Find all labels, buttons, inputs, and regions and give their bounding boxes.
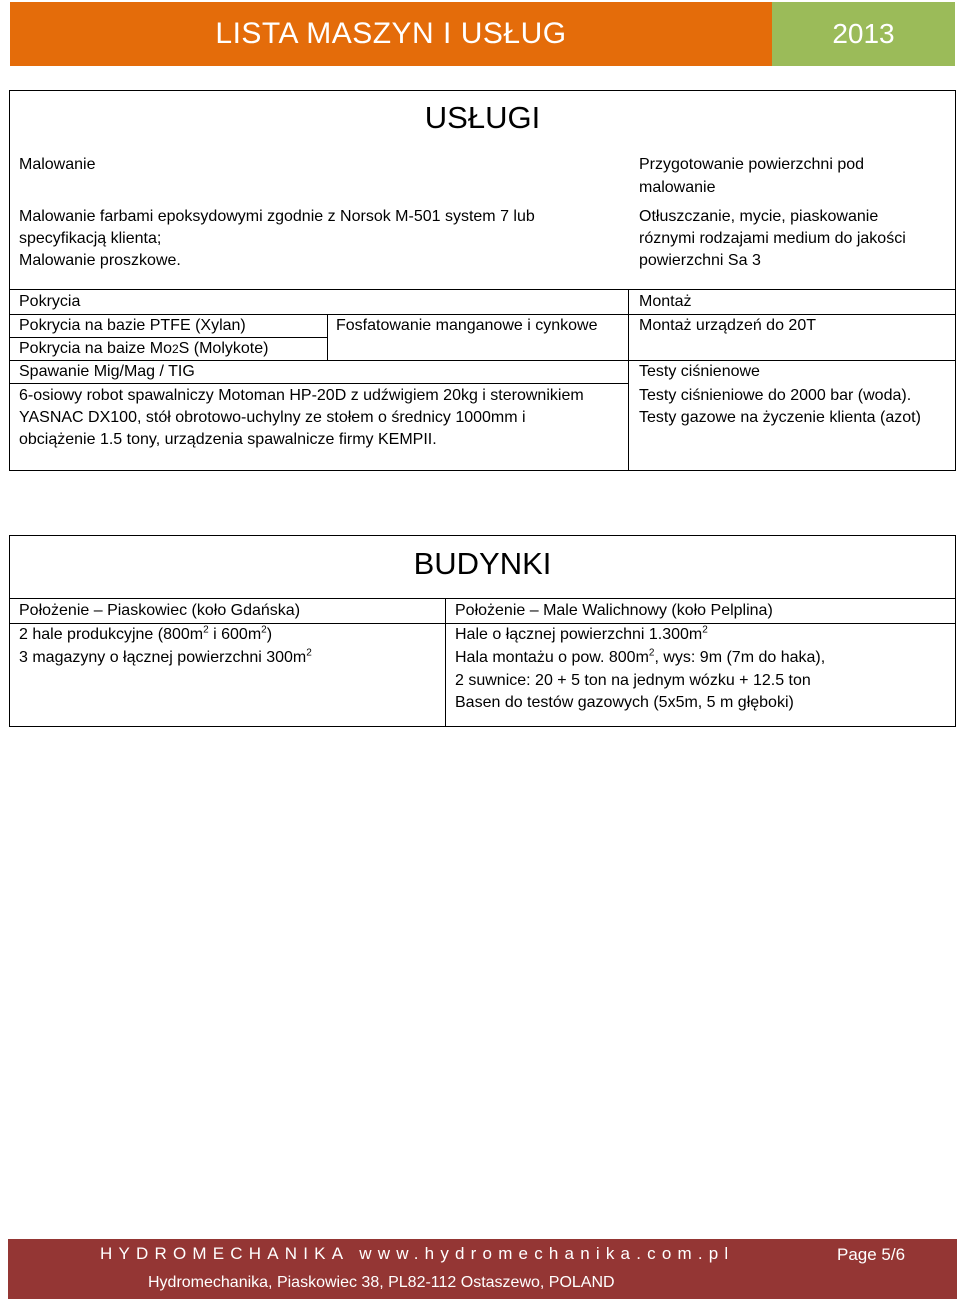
przygotowanie-line: Otłuszczanie, mycie, piaskowanie: [639, 208, 879, 225]
piaskowiec-line: 2 hale produkcyjne ($800m^2$ i $600m^2$): [19, 624, 273, 643]
testy-heading: Testy ciśnienowe: [639, 363, 760, 380]
przygotowanie-line: róznymi rodzajami medium do jakości: [639, 230, 906, 247]
uslugi-title: USŁUGI: [424, 100, 541, 135]
pokrycia-line: Pokrycia na baize Mo2S (Molykote): [19, 340, 269, 357]
fosfatowanie-text: Fosfatowanie manganowe i cynkowe: [336, 317, 598, 334]
przygotowanie-line: powierzchni Sa 3: [639, 252, 761, 269]
walichnowy-line: Basen do testów gazowych (5x5m, 5 m głęboki): [455, 694, 794, 711]
testy-line: Testy gazowe na życzenie klienta (azot): [639, 409, 921, 426]
table-divider: [9, 289, 956, 290]
table-divider: [9, 383, 629, 384]
header-year: 2013: [832, 18, 895, 49]
header-title: LISTA MASZYN I USŁUG: [215, 17, 567, 50]
spawanie-line: YASNAC DX100, stół obrotowo-uchylny ze stołem o średnicy 1000mm i: [19, 409, 526, 426]
spawanie-heading: Spawanie Mig/Mag / TIG: [19, 363, 195, 380]
pokrycia-heading: Pokrycia: [19, 293, 81, 310]
table-divider: [445, 598, 446, 727]
walichnowy-line: Hala montażu o pow. $800m^2$, wys: 9m (7m do haka),: [455, 647, 826, 666]
przygotowanie-heading: malowanie: [639, 179, 716, 196]
walichnowy-line: Hale o łącznej powierzchni $1.300m^2$: [455, 624, 708, 643]
walichnowy-line: 2 suwnice: 20 + 5 ton na jednym wózku + 12.5 ton: [455, 672, 811, 689]
malowanie-line: Malowanie proszkowe.: [19, 252, 181, 269]
przygotowanie-heading: Przygotowanie powierzchni pod: [639, 156, 865, 173]
pokrycia-line: Pokrycia na bazie PTFE (Xylan): [19, 317, 246, 334]
spawanie-line: obciążenie 1.5 tony, urządzenia spawalnicze firmy KEMPII.: [19, 431, 437, 448]
piaskowiec-line: 3 magazyny o łącznej powierzchni $300m^2$: [19, 647, 312, 666]
malowanie-line: Malowanie farbami epoksydowymi zgodnie z Norsok M-501 system 7 lub: [19, 208, 535, 225]
budynki-title: BUDYNKI: [413, 546, 552, 581]
spawanie-line: 6-osiowy robot spawalniczy Motoman HP-20D z udźwigiem 20kg i sterownikiem: [19, 387, 584, 404]
montaz-text: Montaż urządzeń do 20T: [639, 317, 816, 334]
table-divider: [9, 598, 956, 599]
testy-line: Testy ciśnieniowe do 2000 bar (woda).: [639, 387, 912, 404]
footer-website[interactable]: HYDROMECHANIKA www.hydromechanika.com.pl: [100, 1244, 735, 1263]
page-number: Page 5/6: [837, 1245, 906, 1264]
malowanie-heading: Malowanie: [19, 156, 96, 173]
montaz-heading: Montaż: [639, 293, 692, 310]
walichnowy-heading: Położenie – Male Walichnowy (koło Pelplina): [455, 602, 773, 619]
footer-address: Hydromechanika, Piaskowiec 38, PL82-112 Ostaszewo, POLAND: [148, 1274, 615, 1291]
table-divider: [327, 314, 328, 360]
malowanie-line: specyfikacją klienta;: [19, 230, 162, 247]
piaskowiec-heading: Położenie – Piaskowiec (koło Gdańska): [19, 602, 301, 619]
table-divider: [628, 289, 629, 471]
